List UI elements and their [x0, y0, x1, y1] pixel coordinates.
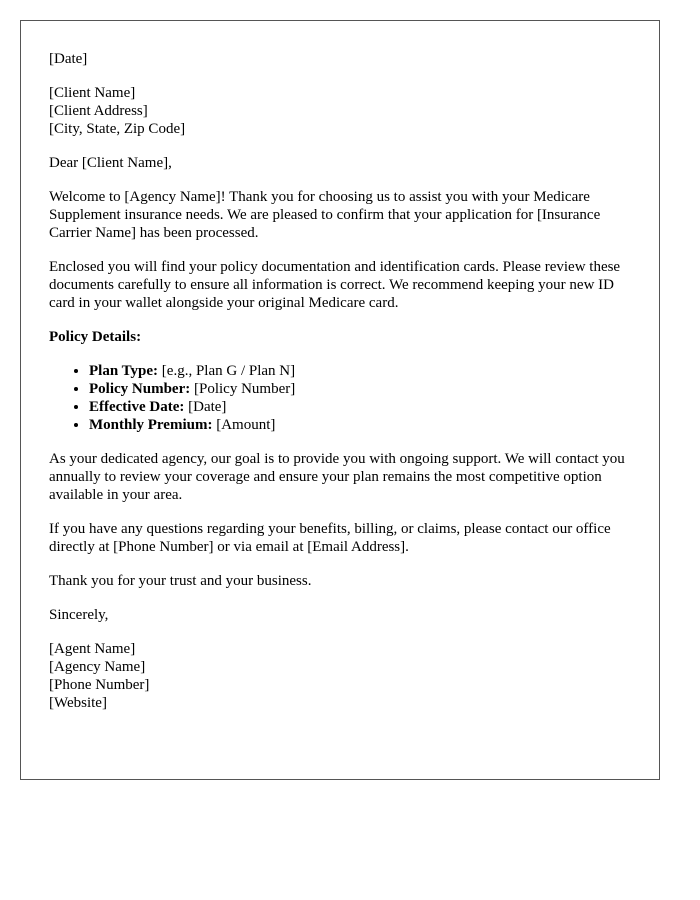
salutation: Dear [Client Name],	[49, 155, 172, 171]
enclosed-paragraph: Enclosed you will find your policy documentation and identification cards. Please review these documents carefully to ensure all information is correct. We recommend keeping your new ID card in your wallet alongside your original Medicare card.	[49, 259, 621, 311]
policy-detail-item	[89, 380, 631, 398]
support-paragraph: As your dedicated agency, our goal is to provide you with ongoing support. We will contact you annually to review your coverage and ensure your plan remains the most competitive option available in your area.	[49, 451, 625, 503]
policy-detail-label: Policy Number:	[89, 381, 191, 397]
policy-details-heading: Policy Details:	[49, 329, 142, 345]
policy-detail-item	[89, 398, 631, 416]
policy-detail-label: Effective Date:	[89, 399, 185, 415]
letter-date: [Date]	[49, 51, 88, 67]
signature-phone: [Phone Number]	[49, 677, 150, 693]
welcome-paragraph: Welcome to [Agency Name]! Thank you for choosing us to assist you with your Medicare Supplement insurance needs. We are pleased to confirm that your application for [Insurance Carrier Name] has been processed.	[49, 189, 601, 241]
thanks-paragraph: Thank you for your trust and your business.	[49, 573, 312, 589]
signature-block	[49, 640, 631, 712]
policy-detail-label: Monthly Premium:	[89, 417, 213, 433]
signoff: Sincerely,	[49, 607, 109, 623]
recipient-address: [Client Address]	[49, 103, 148, 119]
letter-page	[20, 20, 660, 780]
policy-details-list	[49, 362, 631, 434]
policy-detail-value: [e.g., Plan G / Plan N]	[158, 363, 296, 379]
signature-website: [Website]	[49, 695, 107, 711]
signature-agency-name: [Agency Name]	[49, 659, 146, 675]
signature-agent-name: [Agent Name]	[49, 641, 136, 657]
policy-detail-value: [Date]	[184, 399, 227, 415]
recipient-block	[49, 84, 631, 138]
policy-detail-item	[89, 416, 631, 434]
policy-detail-value: [Policy Number]	[190, 381, 296, 397]
questions-paragraph: If you have any questions regarding your benefits, billing, or claims, please contact our office directly at [Phone Number] or via email at [Email Address].	[49, 521, 611, 555]
policy-detail-label: Plan Type:	[89, 363, 159, 379]
recipient-city-state-zip: [City, State, Zip Code]	[49, 121, 186, 137]
policy-detail-item	[89, 362, 631, 380]
recipient-name: [Client Name]	[49, 85, 136, 101]
policy-detail-value: [Amount]	[212, 417, 276, 433]
